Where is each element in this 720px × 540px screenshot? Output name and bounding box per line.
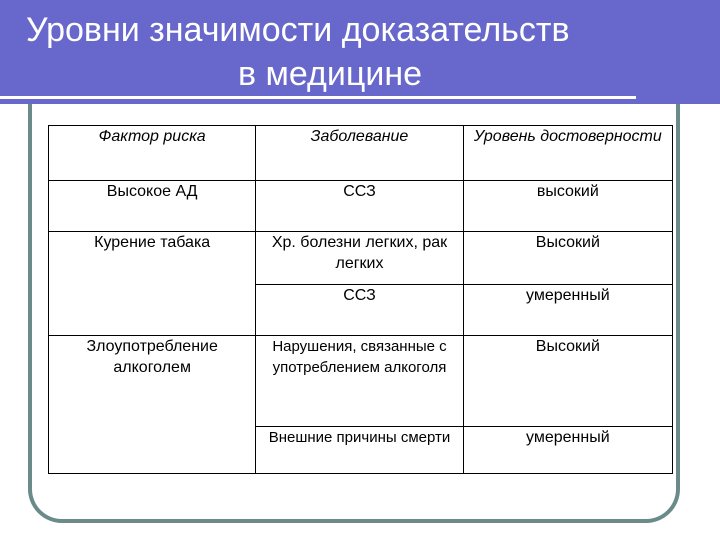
title-underline [0, 96, 636, 99]
risk-factor-cell: Злоупотребление алкоголем [49, 336, 256, 474]
level-cell: умеренный [463, 285, 672, 336]
level-cell: Высокий [463, 232, 672, 285]
level-cell: умеренный [463, 427, 672, 474]
disease-cell: ССЗ [256, 285, 463, 336]
header-evidence-level: Уровень достоверности [463, 126, 672, 181]
table-row [49, 336, 673, 427]
evidence-table [48, 125, 673, 474]
table-header-row [49, 126, 673, 181]
title-line-1: Уровни значимости доказательств [26, 11, 570, 49]
risk-factor-cell: Курение табака [49, 232, 256, 336]
disease-cell: Нарушения, связанные с употреблением алкоголя [256, 336, 463, 427]
table-row [49, 232, 673, 285]
disease-cell: Внешние причины смерти [256, 427, 463, 474]
disease-cell: ССЗ [256, 181, 463, 232]
table-row [49, 181, 673, 232]
slide-title [0, 8, 660, 96]
risk-factor-cell: Высокое АД [49, 181, 256, 232]
header-risk-factor: Фактор риска [49, 126, 256, 181]
level-cell: Высокий [463, 336, 672, 427]
title-line-2: в медицине [237, 55, 423, 93]
level-cell: высокий [463, 181, 672, 232]
disease-cell: Хр. болезни легких, рак легких [256, 232, 463, 285]
header-disease: Заболевание [256, 126, 463, 181]
